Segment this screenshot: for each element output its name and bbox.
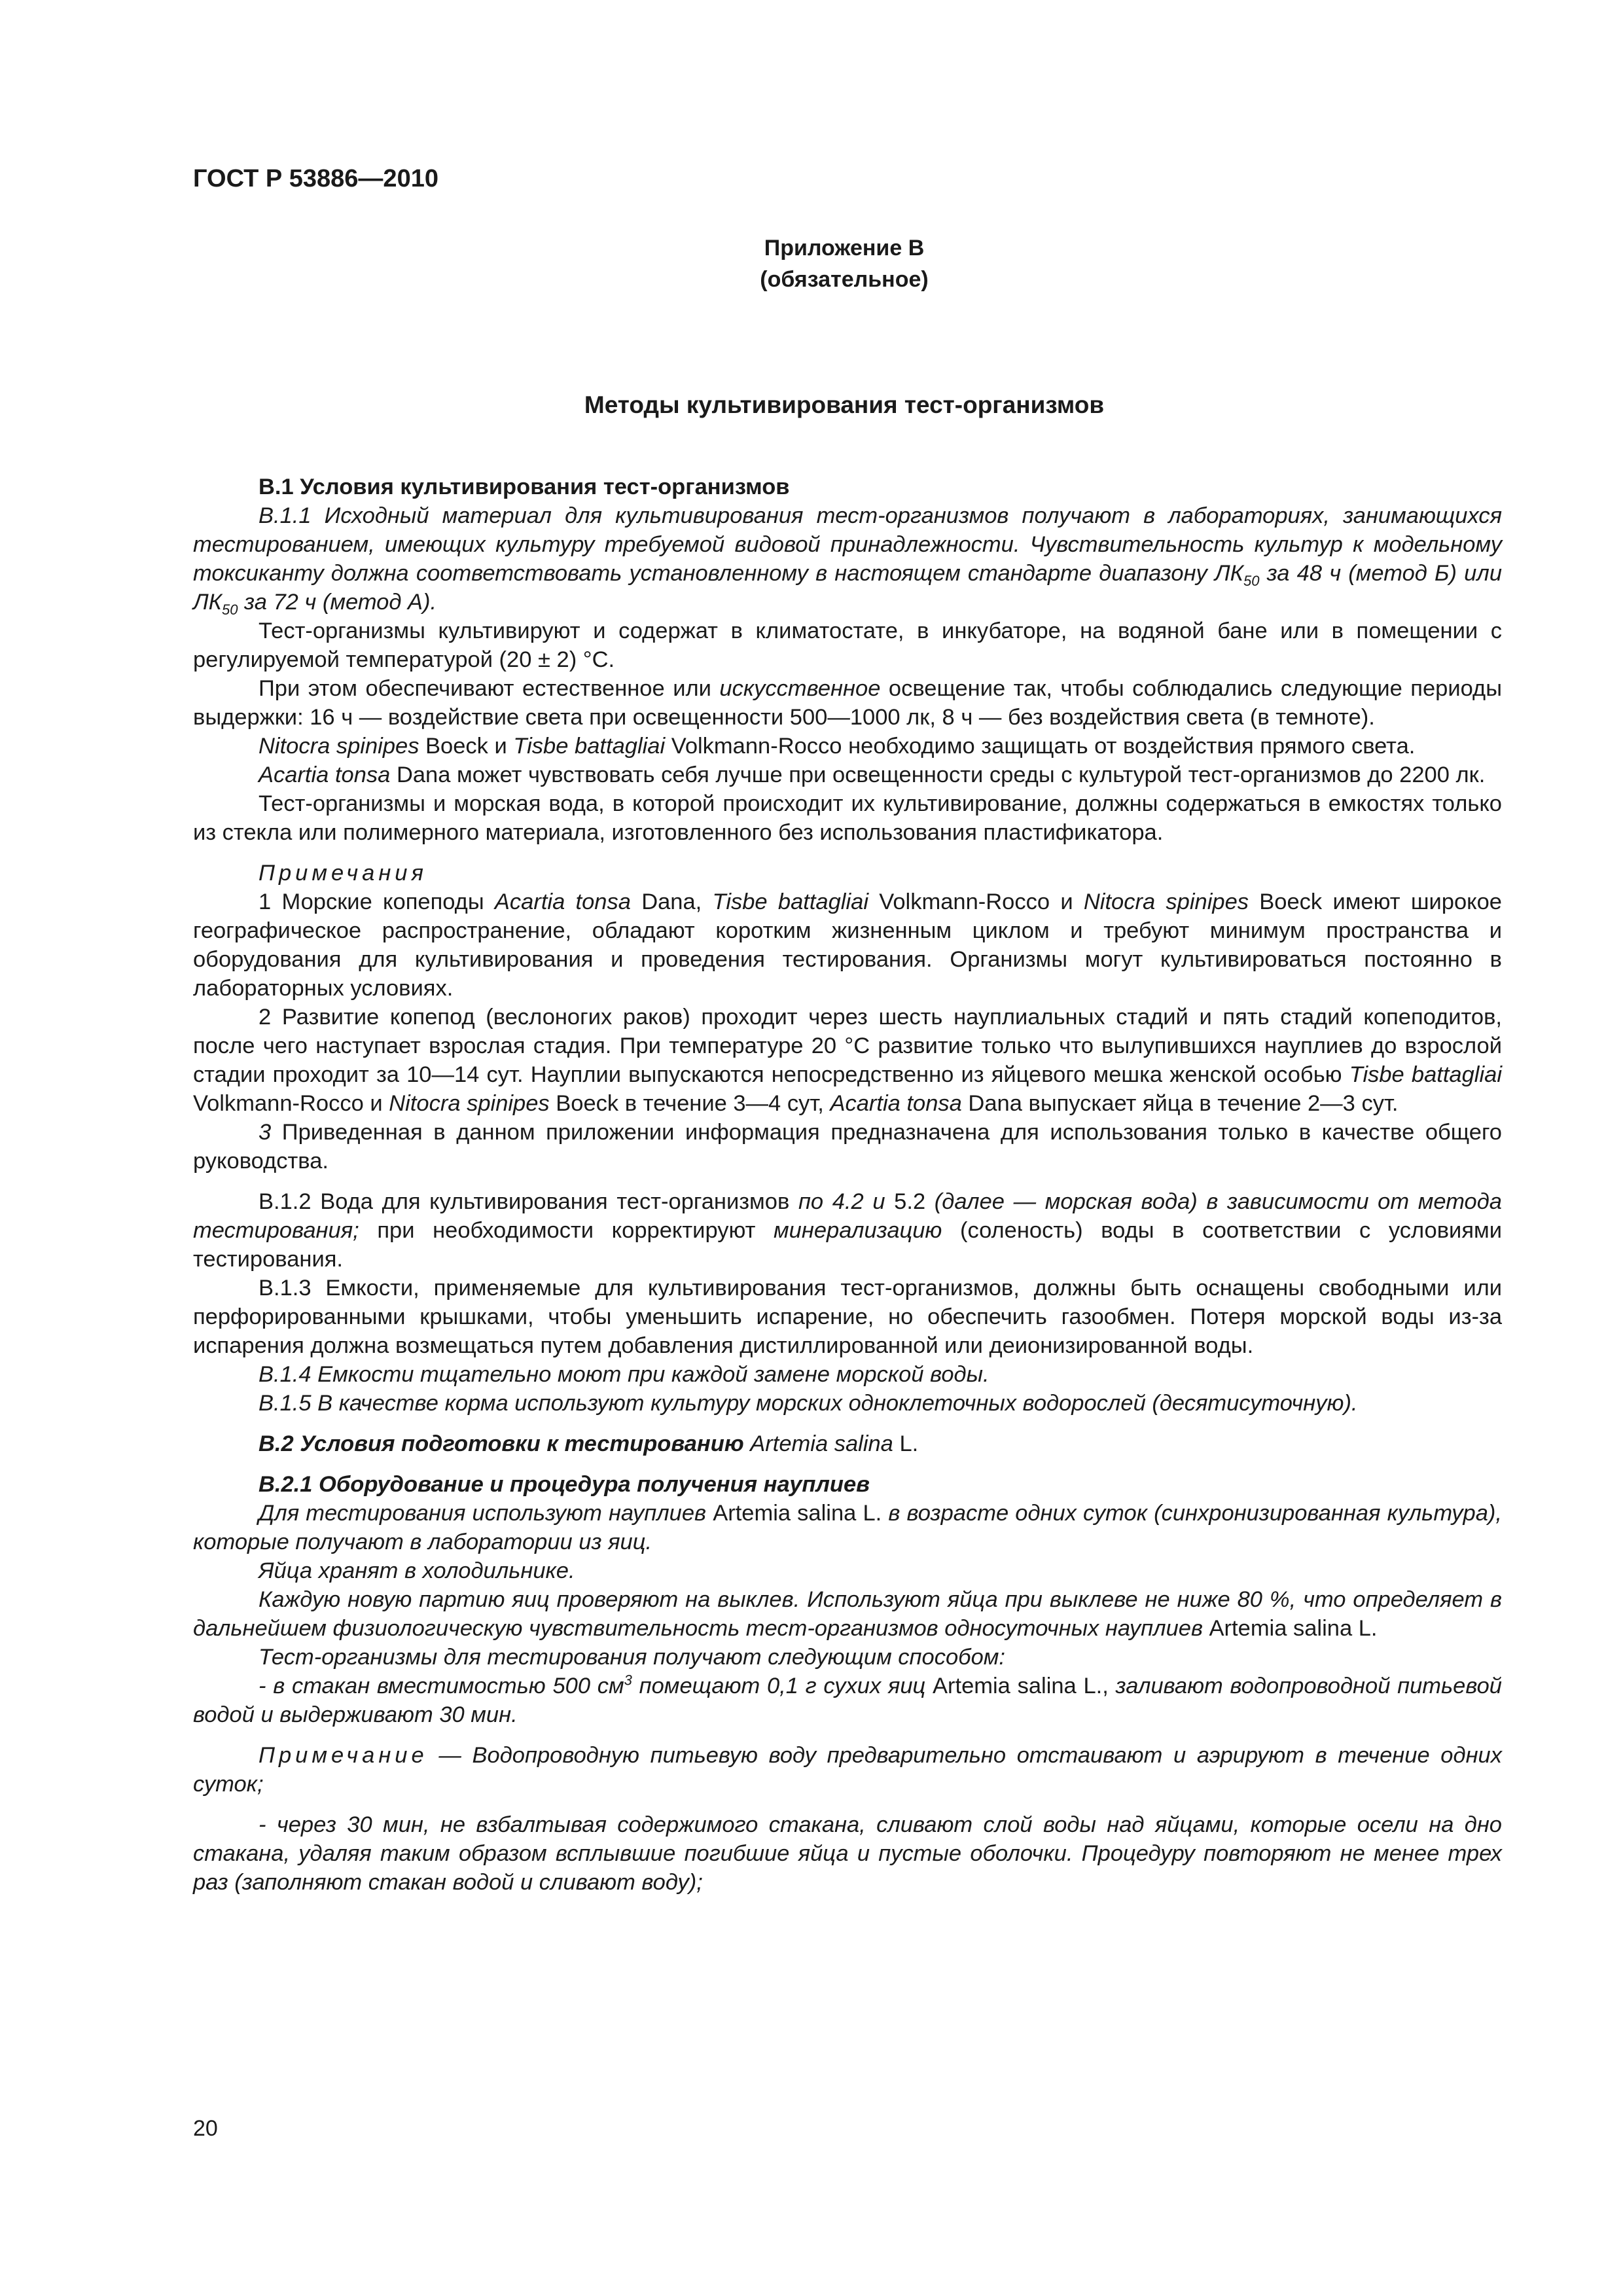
paragraph-b12: В.1.2 Вода для культивирования тест-организмов по 4.2 и 5.2 (далее — морская вода) в зависимости от метода тестирования; при необходимости корректируют минерализацию (соленость) воды в соответствии с условиями тестирования. [193, 1189, 1503, 1272]
appendix-label: Приложение В [764, 236, 925, 260]
paragraph-b13: В.1.3 Емкости, применяемые для культивирования тест-организмов, должны быть оснащены свободными или перфорированными крышками, чтобы уменьшить испарение, но обеспечить газообмен. Потеря морской воды из-за испарения должна возмещаться путем добавления дистиллированной или деионизированной воды. [193, 1276, 1502, 1358]
appendix-heading [0, 232, 1623, 295]
paragraph-b21-hatching: Каждую новую партию яиц проверяют на выклев. Используют яйца при выклеве не ниже 80 %, что определяет в дальнейшем физиологическую чувствительность тест-организмов односуточных науплиев Artemia salina L. [193, 1587, 1502, 1641]
section-b21-heading: В.2.1 Оборудование и процедура получения науплиев [259, 1472, 870, 1497]
note-1: 1 Морские копеподы Acartia tonsa Dana, Tisbe battagliai Volkmann-Rocco и Nitocra spinipes Boeck имеют широкое географическое распространение, обладают коротким жизненным циклом и требуют минимум пространства и оборудования для культивирования и проведения тестирования. Организмы могут культивироваться постоянно в лабораторных условиях. [193, 889, 1502, 1001]
paragraph-b21-method: Тест-организмы для тестирования получают следующим способом: [259, 1645, 1005, 1670]
annex-title: Методы культивирования тест-организмов [584, 391, 1105, 418]
paragraph-b21-step2: - через 30 мин, не взбалтывая содержимого стакана, сливают слой воды над яйцами, которые осели на дно стакана, удаляя таким образом всплывшие погибшие яйца и пустые оболочки. Процедуру повторяют не менее трех раз (заполняют стакан водой и сливают воду); [193, 1812, 1502, 1895]
paragraph-b14: В.1.4 Емкости тщательно моют при каждой замене морской воды. [259, 1362, 990, 1387]
page-number: 20 [193, 2116, 218, 2141]
paragraph-light-protection: Nitocra spinipes Boeck и Tisbe battagliai Volkmann-Rocco необходимо защищать от воздействия прямого света. [259, 734, 1416, 759]
paragraph-keeping: Тест-организмы культивируют и содержат в климатостате, в инкубаторе, на водяной бане или в помещении с регулируемой температурой (20 ± 2) °С. [193, 619, 1502, 672]
paragraph-b15: В.1.5 В качестве корма используют культуру морских одноклеточных водорослей (десятисуточную). [259, 1391, 1358, 1416]
paragraph-b11: В.1.1 Исходный материал для культивирования тест-организмов получают в лабораториях, занимающихся тестированием, имеющих культуру требуемой видовой принадлежности. Чувствительность культур к модельному токсиканту должна соответствовать установленному в настоящем стандарте диапазону $ЛК_{50}$ за 48 ч (метод Б) или $ЛК_{50}$ за 72 ч (метод А). [193, 503, 1503, 618]
paragraph-b21-nauplii: Для тестирования используют науплиев Artemia salina L. в возрасте одних суток (синхронизированная культура), которые получают в лаборатории из яиц. [193, 1501, 1503, 1554]
section-b1-heading: В.1 Условия культивирования тест-организмов [259, 475, 790, 499]
paragraph-lighting: При этом обеспечивают естественное или искусственное освещение так, чтобы соблюдались следующие периоды выдержки: 16 ч — воздействие света при освещенности 500—1000 лк, 8 ч — без воздействия света (в темноте). [193, 676, 1502, 730]
appendix-status: (обязательное) [760, 267, 929, 292]
section-b2-heading: В.2 Условия подготовки к тестированию Artemia salina L. [259, 1431, 919, 1456]
notes-heading: Примечания [259, 861, 427, 886]
document-body [193, 473, 1502, 1897]
note-water: Примечание — Водопроводную питьевую воду предварительно отстаивают и аэрируют в течение одних суток; [193, 1743, 1502, 1797]
note-2: 2 Развитие копепод (веслоногих раков) проходит через шесть науплиальных стадий и пять стадий копеподитов, после чего наступает взрослая стадия. При температуре 20 °С развитие только что вылупившихся науплиев до взрослой стадии проходит за 10—14 сут. Науплии выпускаются непосредственно из яйцевого мешка женской особью Tisbe battagliai Volkmann-Rocco и Nitocra spinipes Boeck в течение 3—4 сут, Acartia tonsa Dana выпускает яйца в течение 2—3 сут. [193, 1005, 1502, 1116]
paragraph-vessels: Тест-организмы и морская вода, в которой происходит их культивирование, должны содержаться в емкостях только из стекла или полимерного материала, изготовленного без использования пластификатора. [193, 791, 1502, 845]
paragraph-b21-step1: - в стакан вместимостью 500 $см^3$ помещают 0,1 г сухих яиц Artemia salina L., заливают водопроводной питьевой водой и выдерживают 30 мин. [193, 1672, 1502, 1727]
note-3: 3 Приведенная в данном приложении информация предназначена для использования только в качестве общего руководства. [193, 1120, 1502, 1174]
paragraph-acartia: Acartia tonsa Dana может чувствовать себя лучше при освещенности среды с культурой тест-организмов до 2200 лк. [259, 762, 1486, 787]
paragraph-b21-storage: Яйца хранят в холодильнике. [259, 1558, 575, 1583]
standard-number: ГОСТ Р 53886—2010 [193, 165, 438, 192]
